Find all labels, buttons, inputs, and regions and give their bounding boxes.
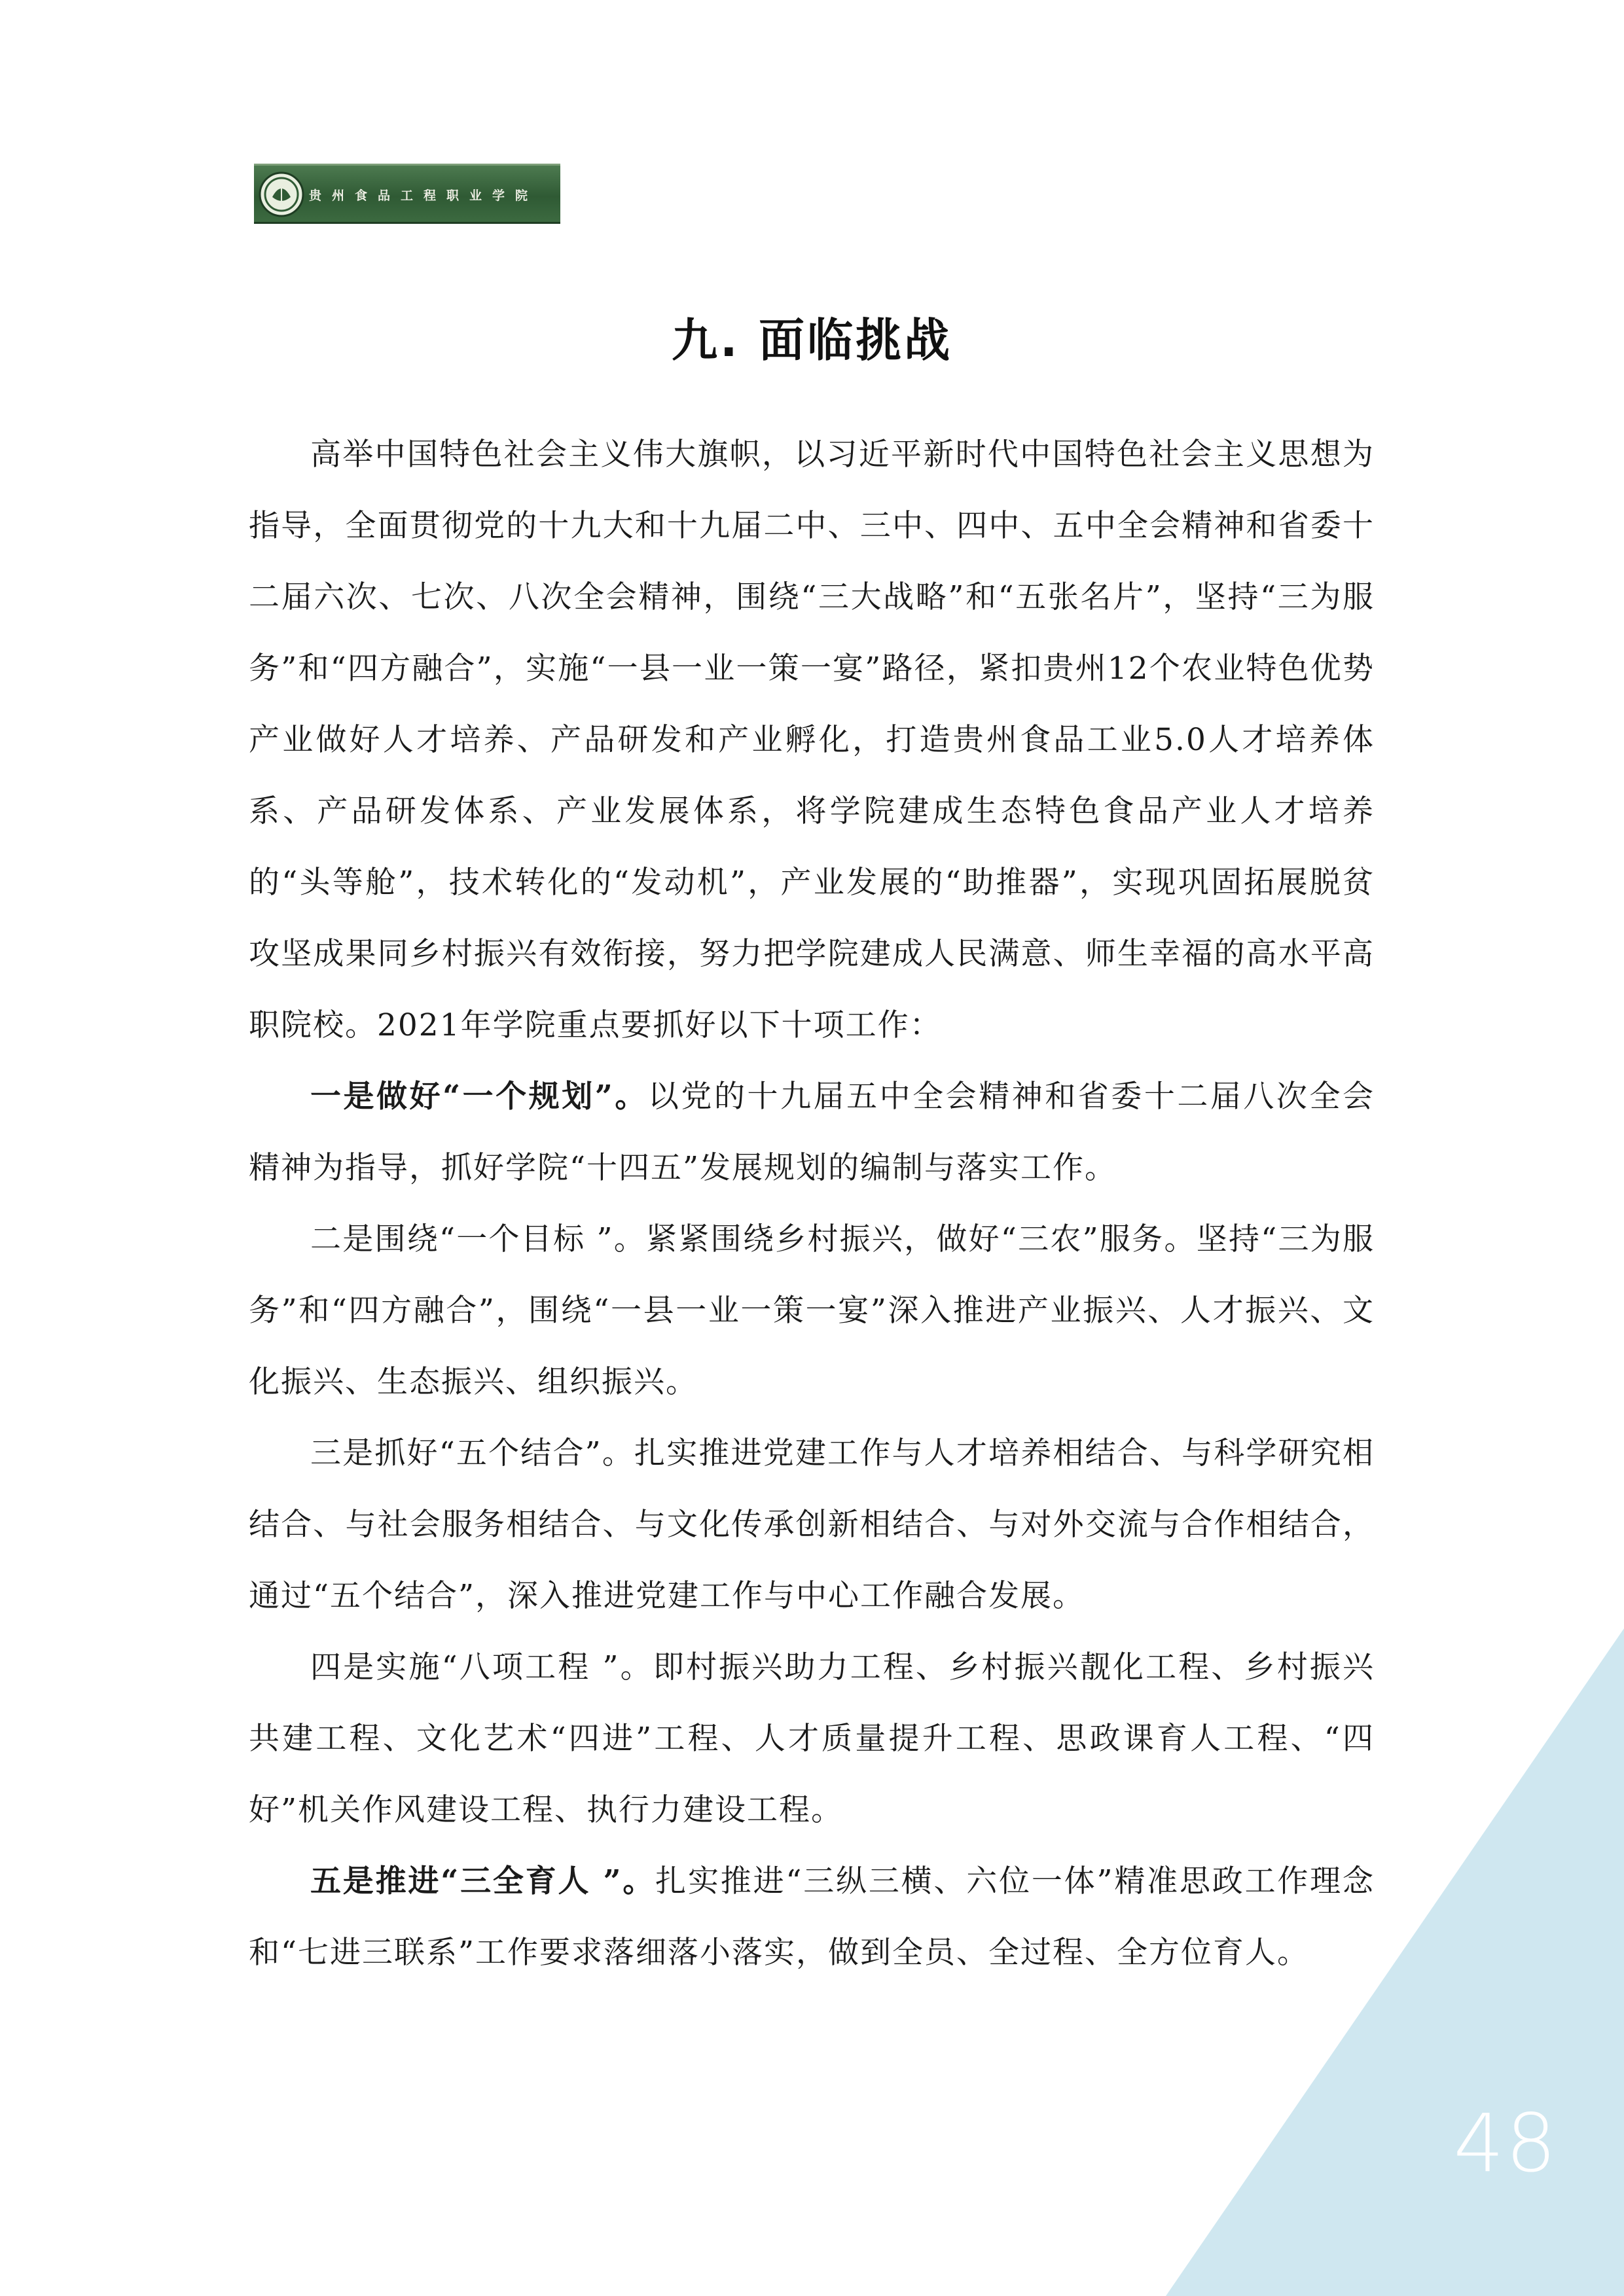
- page-number: 48: [1453, 2097, 1558, 2190]
- paragraph-text: 以党的十九届五中全会精神和省委十二届八次全会精神为指导，抓好学院“十四五”发展规划的编制与落实工作。: [249, 1079, 1375, 1186]
- paragraph-text: 三是抓好“五个结合”。扎实推进党建工作与人才培养相结合、与科学研究相结合、与社会服务相结合、与文化传承创新相结合、与对外交流与合作相结合，通过“五个结合”，深入推进党建工作与中心工作融合发展。: [249, 1435, 1375, 1614]
- page-title: 九. 面临挑战: [672, 313, 952, 367]
- paragraph-text: 四是实施“八项工程 ”。即村振兴助力工程、乡村振兴靓化工程、乡村振兴共建工程、文化艺术“四进”工程、人才质量提升工程、思政课育人工程、“四好”机关作风建设工程、执行力建设工程。: [249, 1649, 1375, 1828]
- college-emblem-icon: [258, 171, 305, 218]
- paragraph-text: 扎实推进“三纵三横、六位一体”精准思政工作理念和“七进三联系”工作要求落细落小落实，做到全员、全过程、全方位育人。: [249, 1863, 1375, 1971]
- college-name-text: 贵州食品工程职业学院: [309, 188, 539, 203]
- paragraph-intro: [249, 419, 1375, 1061]
- college-logo-banner: [254, 164, 560, 224]
- paragraph-text: 二是围绕“一个目标 ”。紧紧围绕乡村振兴，做好“三农”服务。坚持“三为服务”和“四方融合”，围绕“一县一业一策一宴”深入推进产业振兴、人才振兴、文化振兴、生态振兴、组织振兴。: [249, 1221, 1375, 1400]
- paragraph-text: 高举中国特色社会主义伟大旗帜，以习近平新时代中国特色社会主义思想为指导，全面贯彻党的十九大和十九届二中、三中、四中、五中全会精神和省委十二届六次、七次、八次全会精神，围绕“三大战略”和“五张名片”，坚持“三为服务”和“四方融合”，实施“一县一业一策一宴”路径，紧扣贵州12个农业特色优势产业做好人才培养、产品研发和产业孵化，打造贵州食品工业5.0人才培养体系、产品研发体系、产业发展体系，将学院建成生态特色食品产业人才培养的“头等舱”，技术转化的“发动机”，产业发展的“助推器”，实现巩固拓展脱贫攻坚成果同乡村振兴有效衔接，努力把学院建成人民满意、师生幸福的高水平高职院校。2021年学院重点要抓好以下十项工作：: [249, 437, 1375, 1043]
- paragraph-lead: 一是做好“一个规划”。: [310, 1079, 648, 1115]
- paragraph-item-3: [249, 1418, 1375, 1632]
- corner-decoration: [1166, 1628, 1624, 2296]
- paragraph-item-1: [249, 1061, 1375, 1204]
- paragraph-item-2: [249, 1204, 1375, 1418]
- paragraph-lead: 五是推进“三全育人 ”。: [310, 1863, 656, 1899]
